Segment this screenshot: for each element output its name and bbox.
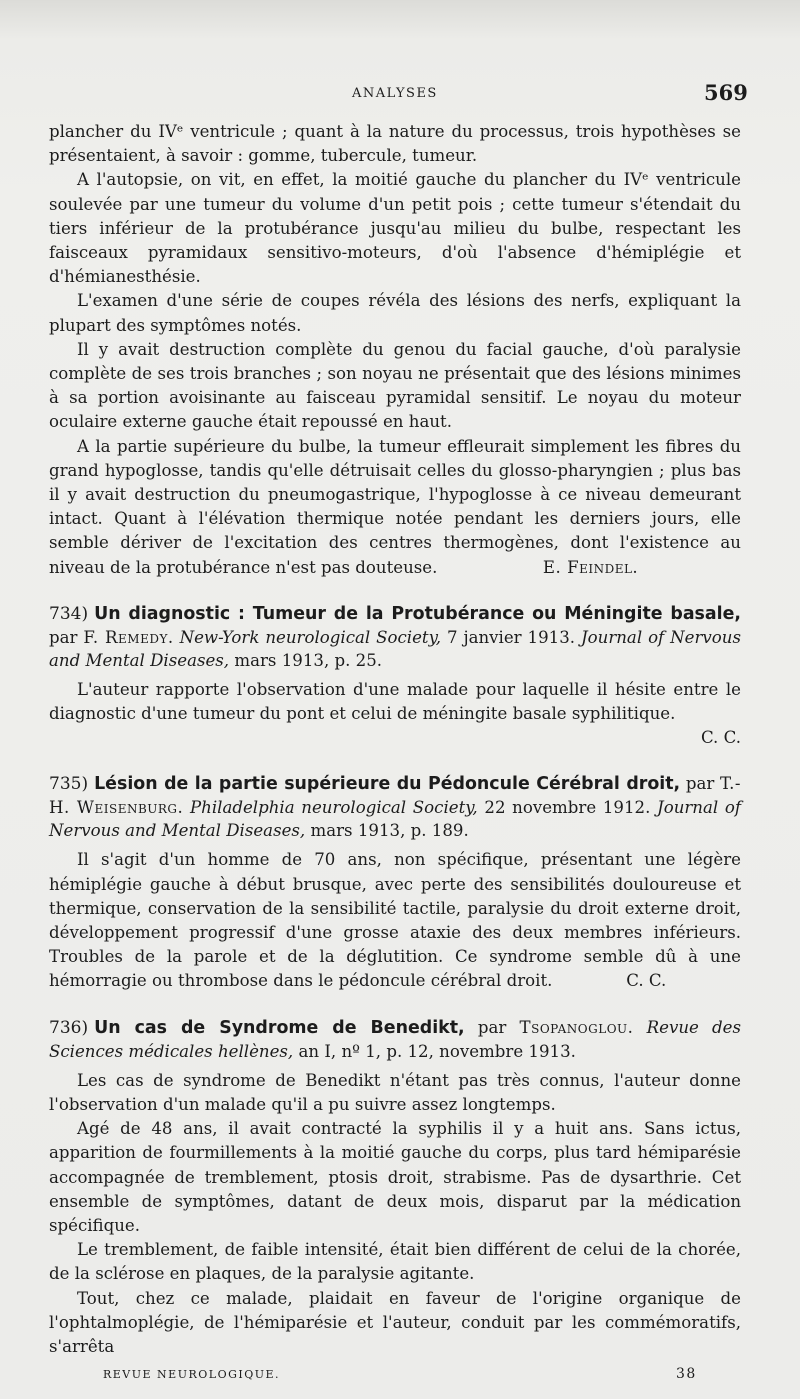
intro-paragraph: A l'autopsie, on vit, en effet, la moitié gauche du plancher du IVᵉ ventricule soulevée par une tumeur du volume d'un petit pois ; cette tumeur s'étendait du tiers inférieur de la protubérance jusqu'au milieu du bulbe, respectant les faisceaux pyramidaux sensitivo-moteurs, d'où l'absence d'hémiplégie et d'hémianesthésie. [49, 170, 741, 287]
article-number: 736) [49, 1017, 89, 1038]
article-734 [49, 602, 741, 751]
intro-section [49, 120, 741, 580]
article-signature: C. C. [626, 971, 667, 991]
intro-paragraph: Il y avait destruction complète du genou du facial gauche, d'où paralysie complète de ses trois branches ; son noyau ne présentait que des lésions minimes à sa portion avoisinante au faisceau pyramidal sensitif. Le noyau du moteur oculaire externe gauche était repoussé en haut. [49, 339, 741, 432]
article-paragraph: Agé de 48 ans, il avait contracté la syphilis il y a huit ans. Sans ictus, apparition de fourmillements à la moitié gauche du corps, plus tard hémiparésie accompagnée de tremblement, ptosis droit, strabisme. Pas de dysarthrie. Cet ensemble de symptômes, datant de deux mois, disparut par la médication spécifique. [49, 1119, 741, 1235]
article-date: 22 novembre 1912. [484, 798, 651, 818]
article-heading: 735) Lésion de la partie supérieure du Pédoncule Cérébral droit, par T.-H. Weisenburg. Philadelphia neurological Society, 22 novembre 1912. Journal of Nervous and Mental Diseases, mars 1913, p. 189. [49, 774, 742, 841]
article-journal: Journal of Nervous and Mental Diseases, [49, 627, 741, 670]
footer-journal-name: REVUE NEUROLOGIQUE. [103, 1368, 281, 1381]
article-society: New-York neurological Society, [179, 627, 442, 647]
article-paragraph: Le tremblement, de faible intensité, était bien différent de celui de la chorée, de la sclérose en plaques, de la paralysie agitante. [49, 1240, 741, 1284]
article-author: Tsopanoglou. [519, 1017, 634, 1037]
page-footer [0, 1368, 800, 1388]
article-paragraph: Tout, chez ce malade, plaidait en faveur de l'origine organique de l'ophtalmoplégie, de l'hémiparésie et l'auteur, conduit par les commémoratifs, s'arrêta [49, 1288, 741, 1356]
intro-paragraph: A la partie supérieure du bulbe, la tumeur effleurait simplement les fibres du grand hypoglosse, tandis qu'elle détruisait celles du glosso-pharyngien ; plus bas il y avait destruction du pneumogastrique, l'hypoglosse à ce niveau demeurant intact. Quant à l'élévation thermique notée pendant les derniers jours, elle semble dériver de l'excitation des centres thermogènes, dont l'existence au niveau de la protubérance n'est pas douteuse. E. Feindel. [49, 436, 741, 577]
intro-paragraph: plancher du IVᵉ ventricule ; quant à la nature du processus, trois hypothèses se présentaient, à savoir : gomme, tubercule, tumeur. [49, 122, 741, 166]
article-reference: mars 1913, p. 25. [234, 650, 383, 670]
article-title: Un cas de Syndrome de Benedikt, [94, 1017, 465, 1038]
article-paragraph: L'auteur rapporte l'observation d'une malade pour laquelle il hésite entre le diagnostic d'une tumeur du pont et celui de méningite basale syphilitique. [49, 679, 741, 724]
article-736 [49, 1016, 741, 1359]
article-number: 734) [49, 603, 89, 624]
article-heading: 736) Un cas de Syndrome de Benedikt, par Tsopanoglou. Revue des Sciences médicales hellènes, an I, nº 1, p. 12, novembre 1913. [49, 1017, 742, 1061]
intro-signature: E. Feindel. [542, 557, 639, 577]
article-title: Lésion de la partie supérieure du Pédoncule Cérébral droit, [94, 774, 681, 795]
article-author: T.-H. Weisenburg. [49, 774, 742, 818]
intro-paragraph: L'examen d'une série de coupes révéla des lésions des nerfs, expliquant la plupart des symptômes notés. [49, 291, 741, 335]
article-735 [49, 772, 741, 993]
article-reference: an I, nº 1, p. 12, novembre 1913. [298, 1041, 576, 1061]
article-paragraph: Les cas de syndrome de Benedikt n'étant pas très connus, l'auteur donne l'observation d'un malade qu'il a pu suivre assez longtemps. [49, 1070, 741, 1114]
article-signature: C. C. [700, 728, 741, 748]
article-heading: 734) Un diagnostic : Tumeur de la Protubérance ou Méningite basale, par F. Remedy. New-York neurological Society, 7 janvier 1913. Journal of Nervous and Mental Diseases, mars 1913, p. 25. [49, 603, 741, 670]
article-date: 7 janvier 1913. [446, 627, 576, 647]
article-author: F. Remedy. [83, 627, 174, 647]
article-society: Philadelphia neurological Society, [189, 798, 478, 818]
article-journal: Revue des Sciences médicales hellènes, [49, 1017, 742, 1061]
running-title: ANALYSES [352, 86, 438, 101]
page-header [0, 80, 800, 110]
page-number: 569 [704, 80, 748, 105]
article-paragraph: Il s'agit d'un homme de 70 ans, non spécifique, présentant une légère hémiplégie gauche à début brusque, avec perte des sensibilités douloureuse et thermique, conservation de la sensibilité tactile, paralysie du droit externe droit, développement progressif d'une grosse ataxie des deux membres inférieurs. Troubles de la parole et de la déglutition. Ce syndrome semble dû à une hémorragie ou thrombose dans le pédoncule cérébral droit. C. C. [49, 850, 741, 991]
article-title: Un diagnostic : Tumeur de la Protubérance ou Méningite basale, [94, 603, 741, 624]
article-journal: Journal of Nervous and Mental Diseases, [49, 798, 742, 841]
article-reference: mars 1913, p. 189. [310, 821, 469, 841]
footer-signature-mark: 38 [676, 1366, 697, 1382]
page-content [49, 120, 741, 1359]
article-number: 735) [49, 774, 89, 795]
